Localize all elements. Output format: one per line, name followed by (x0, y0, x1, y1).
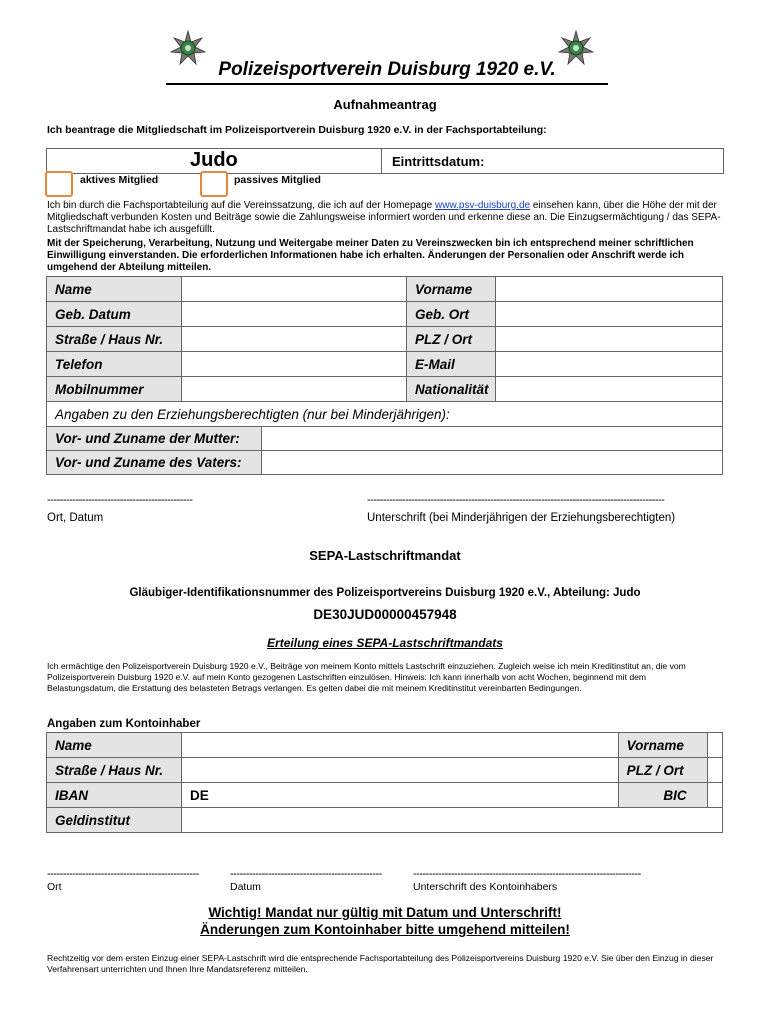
table-row (47, 277, 723, 302)
email-label: E-Mail (407, 352, 496, 377)
mother-field[interactable] (262, 427, 723, 451)
zip-city-field[interactable] (496, 327, 723, 352)
bic-label: BIC (618, 783, 707, 808)
passive-member-label: passives Mitglied (234, 174, 321, 186)
birth-date-label: Geb. Datum (47, 302, 182, 327)
table-row (47, 302, 723, 327)
mother-label: Vor- und Zuname der Mutter: (47, 427, 262, 451)
sepa-title: SEPA-Lastschriftmandat (309, 548, 461, 563)
birth-place-field[interactable] (496, 302, 723, 327)
data-consent-text: Mit der Speicherung, Verarbeitung, Nutzung und Weitergabe meiner Daten zu Vereinszwecken bin ich entsprechend meiner schriftlichen Einwilligung einverstanden. Die erforderlichen Informationen habe ich erhalten. Änderungen der Personalien oder Anschrift werde ich umgehend der Abteilung mitteilen. (47, 238, 694, 273)
table-row (47, 783, 723, 808)
department-box (46, 148, 724, 174)
place-date-line: ---------------------------------------------- (47, 494, 193, 506)
iban-field[interactable]: DE (182, 783, 619, 808)
table-row (47, 402, 723, 427)
holder-first-name-label: Vorname (618, 733, 707, 758)
table-row (47, 733, 723, 758)
holder-first-name-field[interactable] (707, 733, 722, 758)
consent-paragraph (47, 200, 727, 236)
active-member-checkbox[interactable] (45, 171, 73, 197)
zip-city-label: PLZ / Ort (407, 327, 496, 352)
warning-changes: Änderungen zum Kontoinhaber bitte umgehend mitteilen! (200, 922, 570, 937)
first-name-label: Vorname (407, 277, 496, 302)
homepage-link[interactable]: www.psv-duisburg.de (435, 200, 531, 211)
guardians-table (46, 426, 723, 475)
phone-label: Telefon (47, 352, 182, 377)
holder-name-field[interactable] (182, 733, 619, 758)
table-row (47, 352, 723, 377)
email-field[interactable] (496, 352, 723, 377)
father-field[interactable] (262, 451, 723, 475)
warning-mandate: Wichtig! Mandat nur gültig mit Datum und Unterschrift! (208, 905, 562, 920)
phone-field[interactable] (182, 352, 407, 377)
table-row (47, 427, 723, 451)
creditor-id: DE30JUD00000457948 (313, 607, 457, 622)
first-name-field[interactable] (496, 277, 723, 302)
department-divider (381, 148, 382, 174)
nationality-field[interactable] (496, 377, 723, 402)
intro-text: Ich beantrage die Mitgliedschaft im Polizeisportverein Duisburg 1920 e.V. in der Fachsportabteilung: (47, 124, 547, 136)
birth-place-label: Geb. Ort (407, 302, 496, 327)
guardians-heading: Angaben zu den Erziehungsberechtigten (nur bei Minderjährigen): (47, 402, 723, 427)
holder-street-field[interactable] (182, 758, 619, 783)
mobile-label: Mobilnummer (47, 377, 182, 402)
table-row (47, 758, 723, 783)
bank-label: Geldinstitut (47, 808, 182, 833)
signature-line: ---------------------------------------------------------------------------------------------- (367, 494, 665, 506)
table-row (47, 377, 723, 402)
active-member-label: aktives Mitglied (80, 174, 159, 186)
place-date-label: Ort, Datum (47, 512, 104, 524)
bic-field[interactable] (707, 783, 722, 808)
holder-signature-line: ------------------------------------------------------------------------ (413, 868, 641, 880)
father-label: Vor- und Zuname des Vaters: (47, 451, 262, 475)
table-row (47, 808, 723, 833)
consent-text-end: einsehen kann, über die Höhe der mit der Mitgliedschaft verbunden Kosten und Beiträge sowie die Zahlungsweise informiert worden und erkenne diese an. Die Einzugsermächtigung / das SEPA-Lastschriftmandat habe ich ausgefüllt. (47, 200, 721, 235)
mobile-field[interactable] (182, 377, 407, 402)
street-label: Straße / Haus Nr. (47, 327, 182, 352)
passive-member-checkbox[interactable] (200, 171, 228, 197)
table-row (47, 451, 723, 475)
iban-label: IBAN (47, 783, 182, 808)
creditor-line: Gläubiger-Identifikationsnummer des Polizeisportvereins Duisburg 1920 e.V., Abteilung: Judo (129, 587, 641, 599)
mandate-text: Ich ermächtige den Polizeisportverein Duisburg 1920 e.V., Beiträge von meinem Konto mittels Lastschrift einzuziehen. Zugleich weise ich mein Kreditinstitut an, die vom Polizeisportverein Duisburg 1920 e.V. auf mein Konto gezogenen Lastschriften einzulösen. Hinweis: Ich kann innerhalb von acht Wochen, beginnend mit dem Belastungsdatum, die Erstattung des belasteten Betrags verlangen. Es gelten dabei die mit meinem Kreditinstitut vereinbarten Bedingungen. (47, 661, 686, 693)
holder-street-label: Straße / Haus Nr. (47, 758, 182, 783)
holder-zip-city-label: PLZ / Ort (618, 758, 707, 783)
holder-place-line: ------------------------------------------------ (47, 868, 199, 880)
holder-signature-label: Unterschrift des Kontoinhabers (413, 881, 558, 893)
nationality-label: Nationalität (407, 377, 496, 402)
signature-label: Unterschrift (bei Minderjährigen der Erziehungsberechtigten) (367, 512, 676, 524)
club-title: Polizeisportverein Duisburg 1920 e.V. (166, 58, 608, 85)
account-holder-table (46, 732, 723, 833)
table-row (47, 327, 723, 352)
birth-date-field[interactable] (182, 302, 407, 327)
holder-zip-city-field[interactable] (707, 758, 722, 783)
personal-data-table (46, 276, 723, 427)
entry-date-label: Eintrittsdatum: (392, 154, 485, 169)
name-field[interactable] (182, 277, 407, 302)
holder-name-label: Name (47, 733, 182, 758)
holder-date-line: ------------------------------------------------ (230, 868, 382, 880)
name-label: Name (47, 277, 182, 302)
consent-text-start: Ich bin durch die Fachsportabteilung auf die Vereinssatzung, die ich auf der Homepage (47, 200, 436, 211)
department-name: Judo (190, 149, 238, 171)
holder-place-label: Ort (47, 881, 62, 893)
mandate-heading: Erteilung eines SEPA-Lastschriftmandats (267, 636, 503, 650)
street-field[interactable] (182, 327, 407, 352)
footer-note: Rechtzeitig vor dem ersten Einzug einer SEPA-Lastschrift wird die entsprechende Fachsportabteilung des Polizeisportvereins Duisburg 1920 e.V. Sie über den Einzug in dieser Verfahrensart unterrichten und Ihnen Ihre Mandatsreferenz mitteilen. (47, 953, 714, 974)
holder-date-label: Datum (230, 881, 261, 893)
form-title: Aufnahmeantrag (333, 97, 437, 112)
bank-field[interactable] (182, 808, 723, 833)
holder-heading: Angaben zum Kontoinhaber (47, 718, 201, 730)
